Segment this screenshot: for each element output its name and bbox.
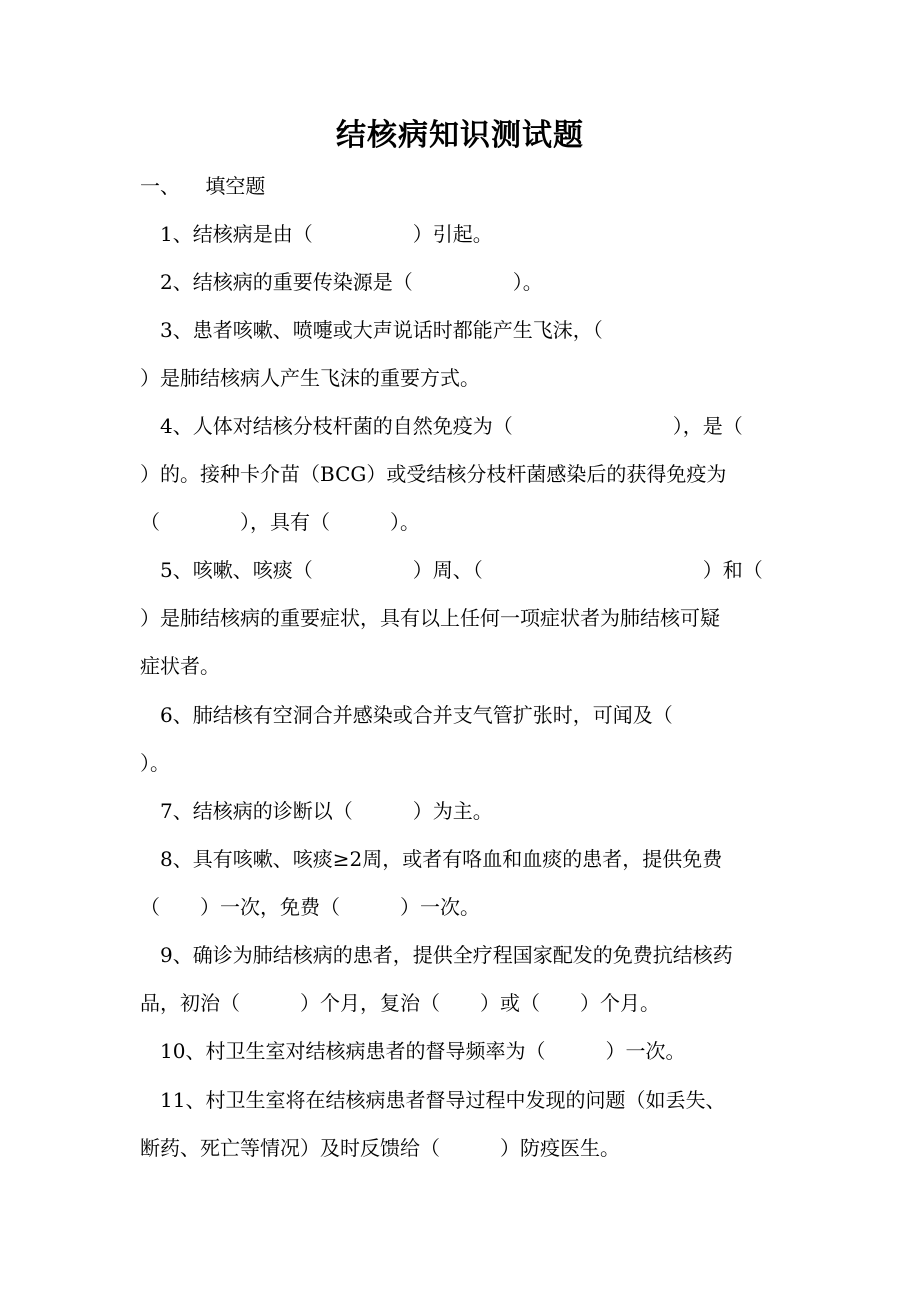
question-10: 10、村卫生室对结核病患者的督导频率为（ ）一次。	[160, 1039, 686, 1063]
question-6-line-2: ）。	[140, 751, 170, 775]
question-5-line-1: 5、咳嗽、咳痰（ ）周、（ ）和（	[160, 558, 763, 582]
question-8-line-1: 8、具有咳嗽、咳痰≥2周，或者有咯血和血痰的患者，提供免费	[160, 847, 723, 871]
question-7: 7、结核病的诊断以（ ）为主。	[160, 799, 493, 823]
document-title: 结核病知识测试题	[336, 118, 584, 153]
question-1: 1、结核病是由（ ）引起。	[160, 222, 493, 246]
question-2: 2、结核病的重要传染源是（ ）。	[160, 270, 543, 294]
question-5-line-3: 症状者。	[140, 654, 220, 678]
question-6-line-1: 6、肺结核有空洞合并感染或合并支气管扩张时，可闻及（	[160, 703, 673, 727]
question-5-line-2: ）是肺结核病的重要症状，具有以上任何一项症状者为肺结核可疑	[140, 606, 720, 630]
question-4-line-1: 4、人体对结核分枝杆菌的自然免疫为（ ），是（	[160, 414, 743, 438]
question-4-line-2: ）的。接种卡介苗（BCG）或受结核分枝杆菌感染后的获得免疫为	[140, 462, 727, 486]
question-11-line-1: 11、村卫生室将在结核病患者督导过程中发现的问题（如丢失、	[160, 1088, 726, 1112]
question-3-line-2: ）是肺结核病人产生飞沫的重要方式。	[140, 366, 480, 390]
section-heading: 一、 填空题	[140, 174, 266, 198]
question-9-line-2: 品，初治（ ）个月，复治（ ）或（ ）个月。	[140, 991, 660, 1015]
question-3-line-1: 3、患者咳嗽、喷嚏或大声说话时都能产生飞沫，（	[160, 318, 603, 342]
question-9-line-1: 9、确诊为肺结核病的患者，提供全疗程国家配发的免费抗结核药	[160, 943, 733, 967]
question-4-line-3: （ ），具有（ ）。	[140, 510, 420, 534]
question-8-line-2: （ ）一次，免费（ ）一次。	[140, 895, 480, 919]
question-11-line-2: 断药、死亡等情况）及时反馈给（ ）防疫医生。	[140, 1136, 620, 1160]
